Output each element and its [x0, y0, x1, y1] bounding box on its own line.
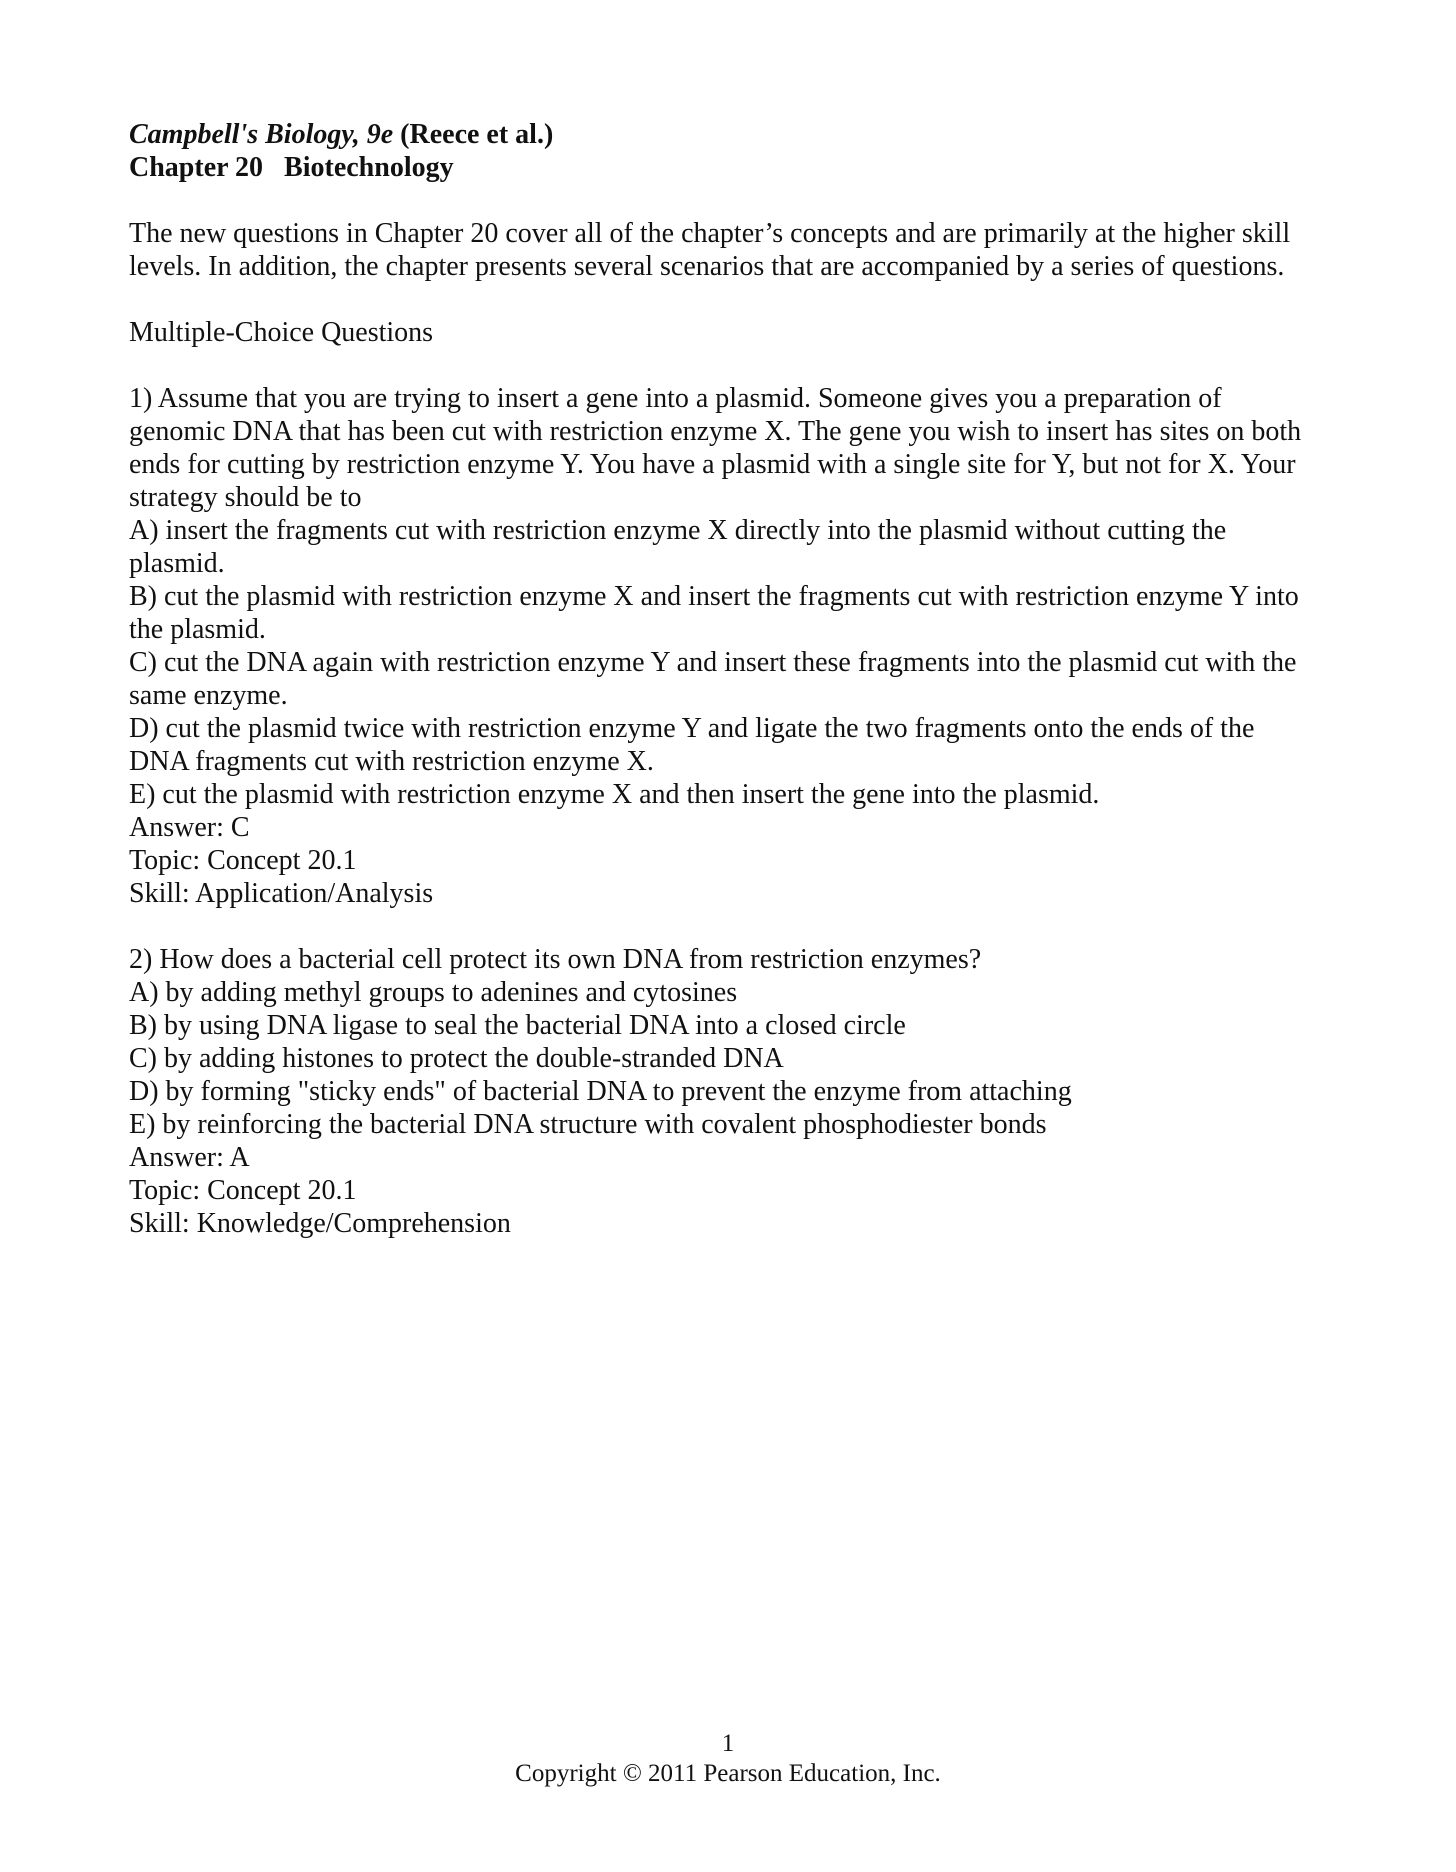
copyright-notice: Copyright © 2011 Pearson Education, Inc. [515, 1760, 941, 1787]
option-line: the plasmid. [129, 614, 266, 645]
answer-line: Answer: A [129, 1142, 250, 1173]
section-title-text: Multiple-Choice Questions [129, 317, 434, 348]
section-title [129, 316, 1339, 349]
option-line: C) by adding histones to protect the double-stranded DNA [129, 1043, 784, 1074]
option-line: B) cut the plasmid with restriction enzyme X and insert the fragments cut with restriction enzyme Y into [129, 581, 1299, 612]
intro-paragraph [129, 217, 1339, 283]
chapter-label: Chapter 20 [129, 152, 264, 183]
question-stem-line: 2) How does a bacterial cell protect its own DNA from restriction enzymes? [129, 944, 982, 975]
page-number: 1 [721, 1730, 735, 1757]
spacer [129, 349, 1339, 382]
book-authors: (Reece et al.) [393, 119, 554, 150]
option-line: E) cut the plasmid with restriction enzyme X and then insert the gene into the plasmid. [129, 779, 1100, 810]
option-line: plasmid. [129, 548, 225, 579]
topic-line: Topic: Concept 20.1 [129, 845, 357, 876]
intro-line: The new questions in Chapter 20 cover all of the chapter’s concepts and are primarily at the higher skill [129, 218, 1291, 249]
option-line: A) insert the fragments cut with restriction enzyme X directly into the plasmid without cutting the [129, 515, 1227, 546]
spacer [129, 910, 1339, 943]
option-line: A) by adding methyl groups to adenines and cytosines [129, 977, 738, 1008]
document-heading [129, 118, 1339, 184]
option-line: C) cut the DNA again with restriction enzyme Y and insert these fragments into the plasmid cut with the [129, 647, 1297, 678]
skill-line: Skill: Application/Analysis [129, 878, 434, 909]
option-line: same enzyme. [129, 680, 288, 711]
spacer [129, 184, 1339, 217]
question-1 [129, 382, 1339, 910]
question-2 [129, 943, 1339, 1240]
option-line: DNA fragments cut with restriction enzyme X. [129, 746, 654, 777]
book-title-line [129, 118, 1339, 151]
question-stem-line: genomic DNA that has been cut with restriction enzyme X. The gene you wish to insert has sites on both [129, 416, 1302, 447]
topic-line: Topic: Concept 20.1 [129, 1175, 357, 1206]
option-line: D) cut the plasmid twice with restriction enzyme Y and ligate the two fragments onto the ends of the [129, 713, 1255, 744]
option-line: D) by forming "sticky ends" of bacterial DNA to prevent the enzyme from attaching [129, 1076, 1072, 1107]
question-stem-line: ends for cutting by restriction enzyme Y. You have a plasmid with a single site for Y, but not for X. Your [129, 449, 1296, 480]
option-line: E) by reinforcing the bacterial DNA structure with covalent phosphodiester bonds [129, 1109, 1047, 1140]
page-content [129, 118, 1339, 1240]
spacer [129, 283, 1339, 316]
answer-line: Answer: C [129, 812, 250, 843]
question-stem-line: strategy should be to [129, 482, 362, 513]
chapter-title: Biotechnology [284, 152, 454, 183]
option-line: B) by using DNA ligase to seal the bacterial DNA into a closed circle [129, 1010, 906, 1041]
book-title: Campbell's Biology, 9e [129, 119, 394, 150]
intro-line: levels. In addition, the chapter presents several scenarios that are accompanied by a series of questions. [129, 251, 1285, 282]
question-stem-line: 1) Assume that you are trying to insert a gene into a plasmid. Someone gives you a preparation of [129, 383, 1222, 414]
skill-line: Skill: Knowledge/Comprehension [129, 1208, 511, 1239]
chapter-title-line [129, 151, 1339, 184]
